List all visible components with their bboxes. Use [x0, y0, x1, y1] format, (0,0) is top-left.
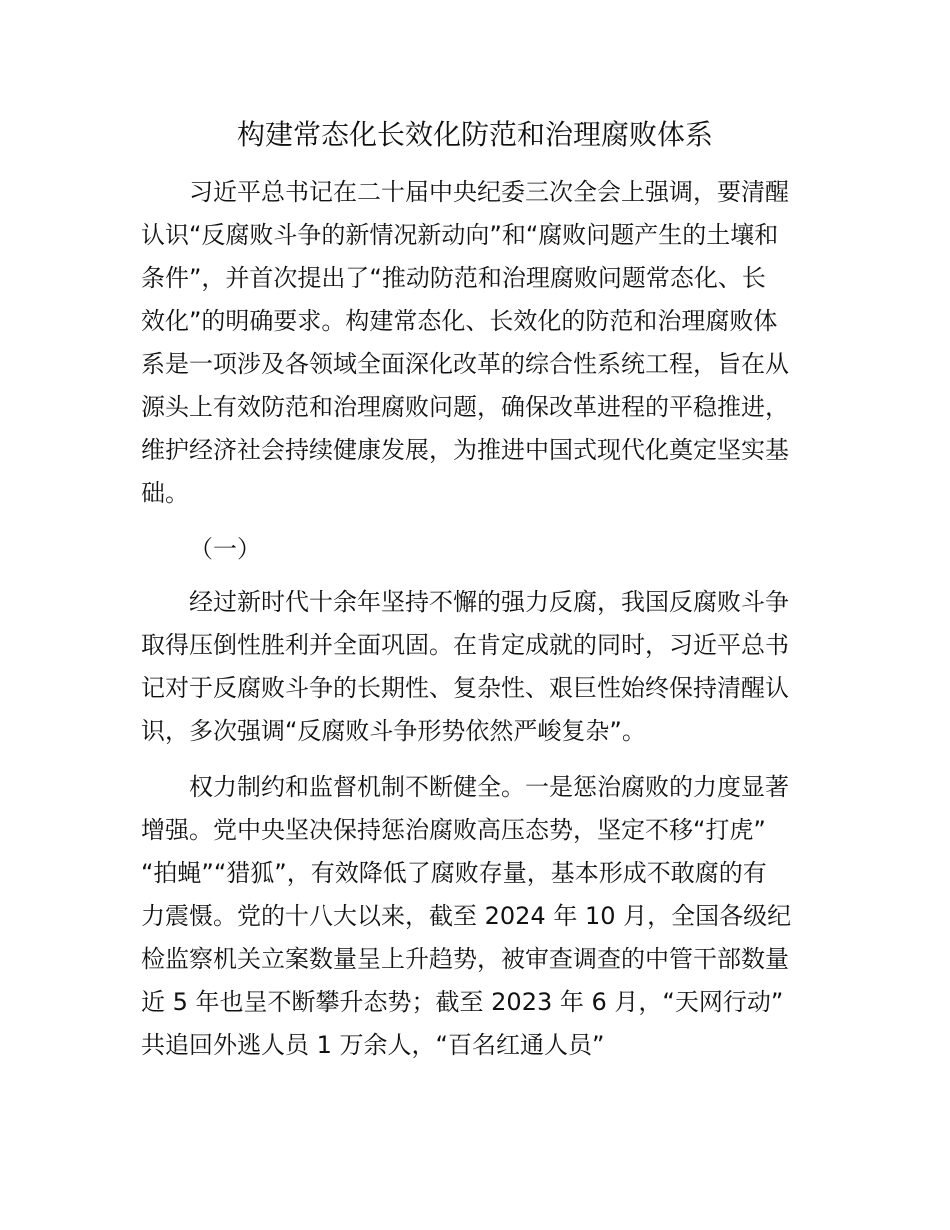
paragraph-1-line-6: 源头上有效防范和治理腐败问题，确保改革进程的平稳推进，: [141, 393, 789, 421]
paragraph-1-line-2: 认识“反腐败斗争的新情况新动向”和“腐败问题产生的土壤和: [141, 221, 779, 249]
paragraph-3-line-5: 检监察机关立案数量呈上升趋势，被审查调查的中管干部数量: [141, 945, 789, 973]
paragraph-1-line-4: 效化”的明确要求。构建常态化、长效化的防范和治理腐败体: [141, 307, 778, 335]
paragraph-3-line-2: 增强。党中央坚决保持惩治腐败高压态势，坚定不移“打虎”: [141, 816, 766, 844]
paragraph-1-line-8: 础。: [141, 479, 189, 507]
paragraph-2-line-1: 经过新时代十余年坚持不懈的强力反腐，我国反腐败斗争: [189, 588, 789, 616]
paragraph-3-line-4: 力震慑。党的十八大以来，截至 2024 年 10 月，全国各级纪: [141, 902, 792, 930]
document-title: 构建常态化长效化防范和治理腐败体系: [236, 118, 713, 151]
paragraph-1-line-7: 维护经济社会持续健康发展，为推进中国式现代化奠定坚实基: [141, 436, 789, 464]
paragraph-3-line-6: 近 5 年也呈不断攀升态势；截至 2023 年 6 月，“天网行动”: [141, 988, 784, 1016]
paragraph-2-line-2: 取得压倒性胜利并全面巩固。在肯定成就的同时，习近平总书: [141, 631, 789, 659]
paragraph-1-line-1: 习近平总书记在二十届中央纪委三次全会上强调，要清醒: [189, 178, 789, 206]
paragraph-3-line-1: 权力制约和监督机制不断健全。一是惩治腐败的力度显著: [189, 773, 789, 801]
paragraph-2-line-3: 记对于反腐败斗争的长期性、复杂性、艰巨性始终保持清醒认: [141, 674, 789, 702]
paragraph-3-line-3: “拍蝇”“猎狐”，有效降低了腐败存量，基本形成不敢腐的有: [141, 859, 767, 887]
paragraph-3-line-7: 共追回外逃人员 1 万余人，“百名红通人员”: [141, 1031, 605, 1059]
paragraph-1-line-5: 系是一项涉及各领域全面深化改革的综合性系统工程，旨在从: [141, 350, 789, 378]
section-heading: （一）: [189, 535, 261, 563]
paragraph-2-line-4: 识，多次强调“反腐败斗争形势依然严峻复杂”。: [141, 717, 646, 745]
paragraph-1-line-3: 条件”，并首次提出了“推动防范和治理腐败问题常态化、长: [141, 264, 766, 292]
